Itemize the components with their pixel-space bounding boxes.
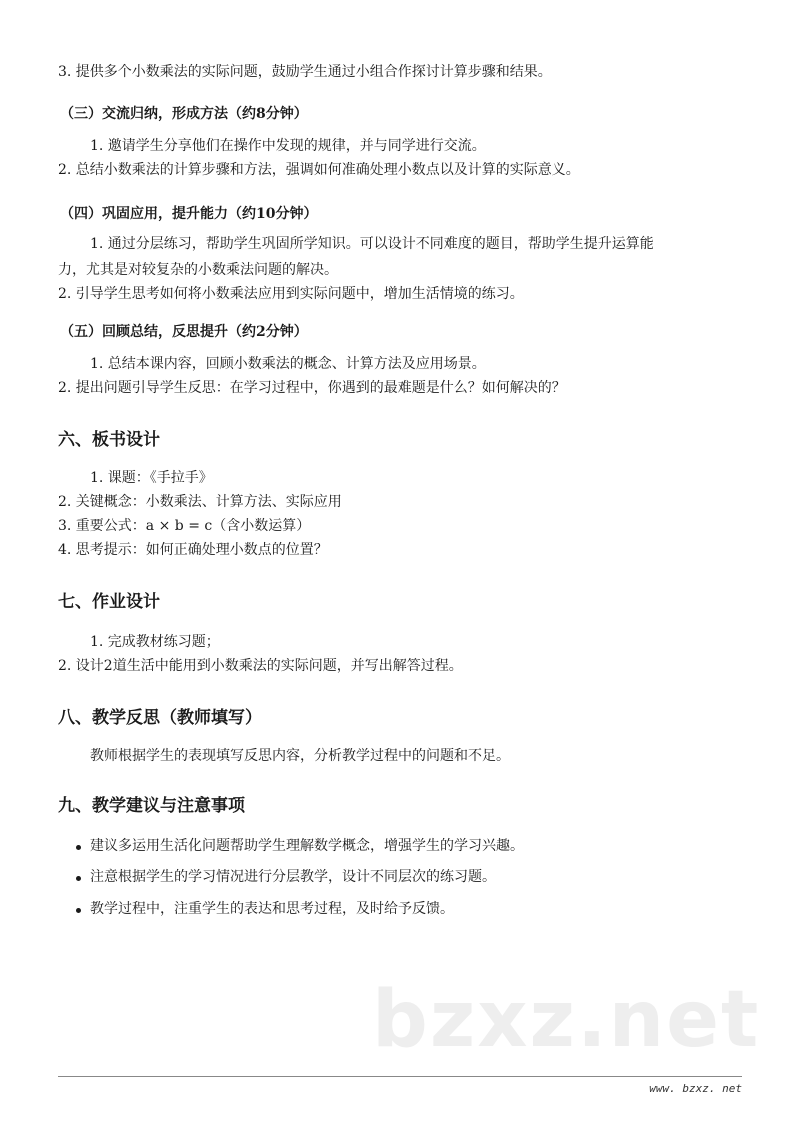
section6-item1: 1. 课题：《手拉手》: [90, 470, 213, 486]
section6-heading: 六、板书设计: [58, 430, 160, 450]
section5-item3: 3. 提供多个小数乘法的实际问题，鼓励学生通过小组合作探讨计算步骤和结果。: [58, 64, 552, 80]
subsection5-item1: 1. 总结本课内容，回顾小数乘法的概念、计算方法及应用场景。: [90, 356, 486, 372]
bullet-dot: [76, 876, 81, 881]
section8-body: 教师根据学生的表现填写反思内容，分析教学过程中的问题和不足。: [90, 748, 510, 764]
subsection4-item1-line2: 力，尤其是对较复杂的小数乘法问题的解决。: [58, 262, 338, 278]
section9-heading: 九、教学建议与注意事项: [58, 796, 245, 816]
section7-item2: 2. 设计2道生活中能用到小数乘法的实际问题，并写出解答过程。: [58, 658, 463, 674]
section6-item3: 3. 重要公式：a × b = c（含小数运算）: [58, 518, 311, 534]
subsection3-title: （三）交流归纳，形成方法（约8分钟）: [60, 106, 308, 122]
section7-item1: 1. 完成教材练习题；: [90, 634, 220, 650]
subsection3-item1: 1. 邀请学生分享他们在操作中发现的规律，并与同学进行交流。: [90, 138, 486, 154]
subsection3-item2: 2. 总结小数乘法的计算步骤和方法，强调如何准确处理小数点以及计算的实际意义。: [58, 162, 580, 178]
watermark-text: bzxz.net: [372, 975, 761, 1065]
footer-divider: [58, 1076, 742, 1077]
section6-item2: 2. 关键概念：小数乘法、计算方法、实际应用: [58, 494, 342, 510]
subsection5-item2: 2. 提出问题引导学生反思：在学习过程中，你遇到的最难题是什么？如何解决的？: [58, 380, 566, 396]
bullet-dot: [76, 908, 81, 913]
subsection4-title: （四）巩固应用，提升能力（约10分钟）: [60, 206, 318, 222]
section6-item4: 4. 思考提示：如何正确处理小数点的位置？: [58, 542, 328, 558]
footer-url: www. bzxz. net: [649, 1082, 742, 1095]
section9-bullet-2: 注意根据学生的学习情况进行分层教学，设计不同层次的练习题。: [90, 869, 496, 885]
subsection5-title: （五）回顾总结，反思提升（约2分钟）: [60, 324, 308, 340]
bullet-dot: [76, 845, 81, 850]
section9-bullet-1: 建议多运用生活化问题帮助学生理解数学概念，增强学生的学习兴趣。: [90, 838, 524, 854]
section8-heading: 八、教学反思（教师填写）: [58, 708, 262, 728]
section9-bullet-3: 教学过程中，注重学生的表达和思考过程，及时给予反馈。: [90, 901, 454, 917]
section7-heading: 七、作业设计: [58, 592, 160, 612]
subsection4-item2: 2. 引导学生思考如何将小数乘法应用到实际问题中，增加生活情境的练习。: [58, 286, 524, 302]
subsection4-item1-line1: 1. 通过分层练习，帮助学生巩固所学知识。可以设计不同难度的题目，帮助学生提升运算能: [90, 236, 654, 252]
